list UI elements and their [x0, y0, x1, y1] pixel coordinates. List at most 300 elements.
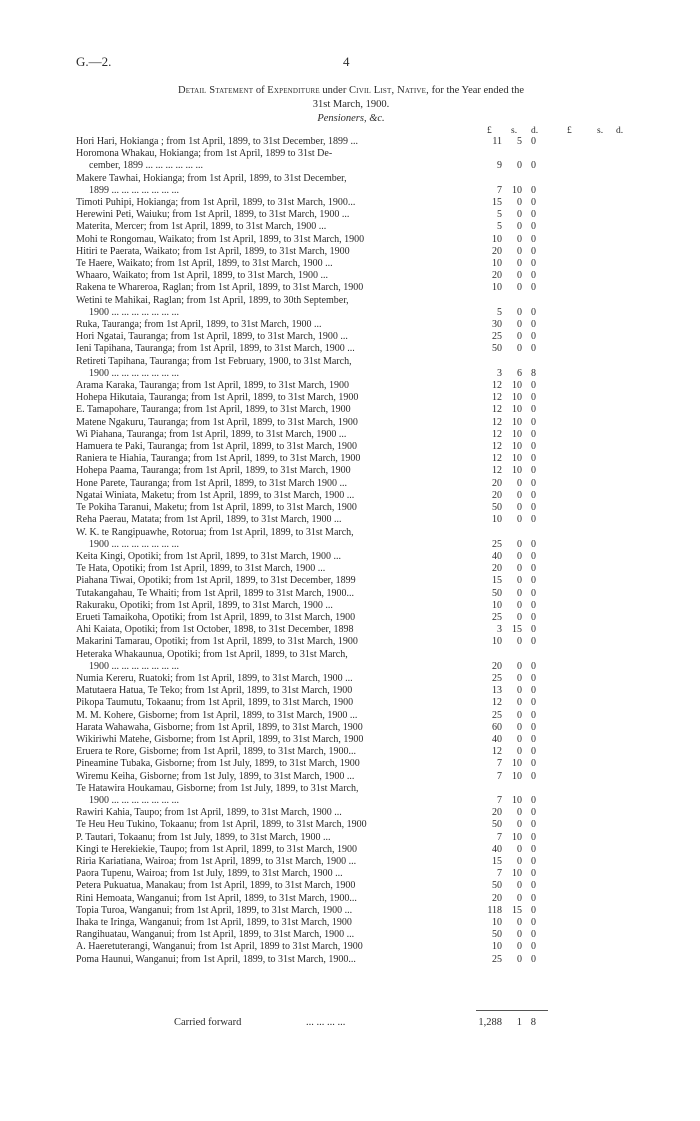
entry-text: Makarini Tamarau, Opotiki; from 1st April, 1899, to 31st March, 1900	[76, 636, 358, 648]
entry-text: Horomona Whakau, Hokianga; from 1st April, 1899 to 31st De-	[76, 148, 333, 160]
entry-text: Whaaro, Waikato; from 1st April, 1899, to 31st March, 1900 ...	[76, 270, 329, 282]
document-reference: G.—2.	[76, 54, 112, 69]
pensioner-entry	[76, 807, 546, 819]
entry-description	[76, 856, 472, 868]
amount-pounds: 7	[497, 868, 502, 880]
column-header-pounds: £	[487, 126, 492, 136]
amount-pounds: 25	[492, 709, 502, 721]
pensioner-entry	[76, 880, 546, 892]
pensioner-entry	[76, 954, 546, 966]
entry-text: Ngatai Winiata, Maketu; from 1st April, 1899, to 31st March, 1900 ...	[76, 489, 355, 501]
entry-text: Timoti Puhipi, Hokianga; from 1st April, 1899, to 31st March, 1900...	[76, 197, 356, 209]
column-header-shillings: s.	[511, 126, 518, 136]
entry-amount	[472, 429, 546, 441]
amount-pounds: 5	[497, 306, 502, 318]
entry-amount	[472, 819, 546, 831]
entry-description	[76, 954, 472, 966]
amount-pence: 0	[531, 672, 536, 684]
entry-text: Mohi te Rongomau, Waikato; from 1st April, 1899, to 31st March, 1900	[76, 233, 365, 245]
entry-description	[76, 258, 472, 270]
amount-pounds: 20	[492, 270, 502, 282]
entry-amount	[472, 417, 546, 429]
amount-shillings: 0	[517, 709, 522, 721]
entry-amount	[472, 404, 546, 416]
amount-shillings: 10	[512, 380, 522, 392]
entry-text: Te Heu Heu Tukino, Tokaanu; from 1st April, 1899, to 31st March, 1900	[76, 819, 367, 831]
entry-description	[76, 819, 472, 831]
entry-description	[76, 319, 472, 331]
entry-description	[76, 844, 472, 856]
entry-text: Ieni Tapihana, Tauranga; from 1st April, 1899, to 31st March, 1900 ...	[76, 343, 355, 355]
pensioner-entry	[76, 148, 546, 172]
pensioner-entry	[76, 246, 546, 258]
pensioner-entry	[76, 673, 546, 685]
pensioner-entry	[76, 563, 546, 575]
pensioner-entry	[76, 282, 546, 294]
entry-amount	[472, 234, 546, 246]
amount-shillings: 0	[517, 855, 522, 867]
amount-shillings: 0	[517, 672, 522, 684]
entry-text: Rangihuatau, Wanganui; from 1st April, 1899, to 31st March, 1900 ...	[76, 929, 355, 941]
entry-text: Wiremu Keiha, Gisborne; from 1st July, 1899, to 31st March, 1900 ...	[76, 770, 355, 782]
amount-pounds: 25	[492, 611, 502, 623]
amount-pence: 0	[531, 209, 536, 221]
entry-text: Hohepa Hikutaia, Tauranga; from 1st April, 1899, to 31st March, 1900	[76, 392, 359, 404]
amount-shillings: 10	[512, 770, 522, 782]
entry-text: Rawiri Kahia, Taupo; from 1st April, 1899, to 31st March, 1900 ...	[76, 807, 342, 819]
pensioner-entry	[76, 331, 546, 343]
amount-pounds: 20	[492, 489, 502, 501]
amount-shillings: 0	[517, 733, 522, 745]
amount-pounds: 12	[492, 697, 502, 709]
amount-shillings: 5	[517, 136, 522, 147]
entry-amount	[472, 844, 546, 856]
amount-pounds: 40	[492, 550, 502, 562]
pensioner-entry	[76, 929, 546, 941]
amount-shillings: 0	[517, 550, 522, 562]
amount-shillings: 0	[517, 489, 522, 501]
entry-amount	[472, 673, 546, 685]
amount-shillings: 0	[517, 929, 522, 941]
amount-pence: 0	[531, 319, 536, 331]
entry-text: Te Haere, Waikato; from 1st April, 1899, to 31st March, 1900 ...	[76, 258, 333, 270]
pensioner-entry	[76, 343, 546, 355]
amount-pounds: 12	[492, 392, 502, 404]
carried-forward-leader: ... ... ... ...	[306, 1017, 346, 1028]
amount-shillings: 15	[512, 904, 522, 916]
entry-amount	[472, 880, 546, 892]
entry-description	[76, 697, 472, 709]
entry-amount	[472, 185, 546, 197]
amount-pounds: 12	[492, 428, 502, 440]
entry-amount	[472, 441, 546, 453]
amount-shillings: 0	[517, 197, 522, 209]
column-header-pence-total: d.	[616, 126, 624, 136]
amount-pence: 0	[531, 599, 536, 611]
pensioner-entry	[76, 612, 546, 624]
entry-description	[76, 392, 472, 404]
amount-pence: 0	[531, 258, 536, 270]
amount-pence: 0	[531, 636, 536, 648]
entry-continuation: 1900 ... ... ... ... ... ... ...	[89, 660, 179, 672]
amount-pence: 0	[531, 611, 536, 623]
entry-description	[76, 734, 472, 746]
pensioner-entry	[76, 356, 546, 380]
amount-pounds: 20	[492, 563, 502, 575]
entry-text: Hamuera te Paki, Tauranga; from 1st April, 1899, to 31st March, 1900	[76, 441, 358, 453]
amount-shillings: 0	[517, 843, 522, 855]
carried-forward-label: Carried forward	[174, 1017, 242, 1028]
entry-amount	[472, 771, 546, 783]
amount-shillings: 0	[517, 953, 522, 965]
amount-shillings: 0	[517, 514, 522, 526]
amount-pounds: 5	[497, 209, 502, 221]
entry-description	[76, 404, 472, 416]
amount-pence: 0	[531, 221, 536, 233]
entry-amount	[472, 453, 546, 465]
entry-amount	[472, 368, 546, 380]
pensioner-entry	[76, 722, 546, 734]
carried-forward-shillings: 1	[516, 1017, 522, 1028]
entry-description	[76, 575, 472, 587]
amount-pounds: 12	[492, 441, 502, 453]
amount-pounds: 12	[492, 404, 502, 416]
amount-shillings: 0	[517, 282, 522, 294]
entry-description	[76, 917, 472, 929]
amount-pence: 0	[531, 392, 536, 404]
entry-amount	[472, 929, 546, 941]
pensioner-entry	[76, 490, 546, 502]
entry-description	[76, 234, 472, 246]
amount-pounds: 10	[492, 258, 502, 270]
amount-pence: 0	[531, 184, 536, 196]
amount-shillings: 10	[512, 392, 522, 404]
amount-pence: 0	[531, 514, 536, 526]
amount-pounds: 20	[492, 807, 502, 819]
pensioner-entry	[76, 624, 546, 636]
amount-pounds: 9	[497, 160, 502, 172]
amount-shillings: 0	[517, 892, 522, 904]
amount-pounds: 20	[492, 892, 502, 904]
entry-amount	[472, 270, 546, 282]
pensioner-entry	[76, 527, 546, 551]
amount-pounds: 7	[497, 770, 502, 782]
entry-description	[76, 221, 472, 233]
entry-amount	[472, 478, 546, 490]
amount-pence: 0	[531, 282, 536, 294]
entry-amount	[472, 868, 546, 880]
pensioner-entry	[76, 893, 546, 905]
entry-text: Herewini Peti, Waiuku; from 1st April, 1899, to 31st March, 1900 ...	[76, 209, 350, 221]
amount-shillings: 0	[517, 563, 522, 575]
pensioner-entry	[76, 575, 546, 587]
entry-text: Retireti Tapihana, Tauranga; from 1st February, 1900, to 31st March,	[76, 355, 352, 367]
entry-amount	[472, 307, 546, 319]
entry-amount	[472, 588, 546, 600]
amount-pence: 0	[531, 941, 536, 953]
entry-description	[76, 685, 472, 697]
amount-pounds: 40	[492, 843, 502, 855]
entry-text: E. Tamapohare, Tauranga; from 1st April, 1899, to 31st March, 1900	[76, 404, 351, 416]
entry-text: Wi Piahana, Tauranga; from 1st April, 1899, to 31st March, 1900 ...	[76, 428, 347, 440]
entry-amount	[472, 612, 546, 624]
entry-text: Reha Paerau, Matata; from 1st April, 1899, to 31st March, 1900 ...	[76, 514, 342, 526]
amount-pence: 0	[531, 197, 536, 209]
entry-description	[76, 758, 472, 770]
amount-shillings: 0	[517, 611, 522, 623]
amount-shillings: 10	[512, 465, 522, 477]
entry-text: Heteraka Whakaunua, Opotiki; from 1st April, 1899, to 31st March,	[76, 648, 348, 660]
pensioner-entry	[76, 734, 546, 746]
amount-pence: 0	[531, 270, 536, 282]
pensioner-entry	[76, 905, 546, 917]
pensioner-entry	[76, 197, 546, 209]
amount-pence: 0	[531, 831, 536, 843]
carried-forward-pence: 8	[530, 1017, 536, 1028]
entry-description	[76, 478, 472, 490]
entry-description	[76, 649, 472, 673]
amount-pounds: 15	[492, 197, 502, 209]
amount-pounds: 7	[497, 184, 502, 196]
amount-pence: 0	[531, 624, 536, 636]
amount-pounds: 12	[492, 380, 502, 392]
entry-text: Hori Hari, Hokianga ; from 1st April, 1899, to 31st December, 1899 ...	[76, 136, 359, 147]
entry-description	[76, 722, 472, 734]
amount-pence: 0	[531, 380, 536, 392]
pensioner-entry	[76, 465, 546, 477]
pensioner-entry	[76, 551, 546, 563]
amount-pounds: 5	[497, 221, 502, 233]
entry-continuation: 1900 ... ... ... ... ... ... ...	[89, 306, 179, 318]
entry-description	[76, 588, 472, 600]
entry-amount	[472, 636, 546, 648]
entry-description	[76, 343, 472, 355]
amount-pounds: 118	[487, 904, 502, 916]
entry-description	[76, 941, 472, 953]
amount-pence: 0	[531, 160, 536, 172]
entry-description	[76, 868, 472, 880]
pensioner-entry	[76, 404, 546, 416]
amount-pounds: 10	[492, 636, 502, 648]
entry-amount	[472, 746, 546, 758]
pensioner-entry	[76, 514, 546, 526]
entry-text: Materita, Mercer; from 1st April, 1899, to 31st March, 1900 ...	[76, 221, 327, 233]
entry-amount	[472, 710, 546, 722]
entry-description	[76, 612, 472, 624]
entry-description	[76, 710, 472, 722]
amount-shillings: 0	[517, 880, 522, 892]
entry-text: Topia Turoa, Wanganui; from 1st April, 1899, to 31st March, 1900 ...	[76, 904, 353, 916]
pensioner-entry	[76, 758, 546, 770]
entry-text: Harata Wahawaha, Gisborne; from 1st April, 1899, to 31st March, 1900	[76, 721, 363, 733]
entry-text: Riria Kariatiana, Wairoa; from 1st April, 1899, to 31st March, 1900 ...	[76, 855, 357, 867]
amount-pence: 0	[531, 868, 536, 880]
pensioner-entry	[76, 221, 546, 233]
amount-shillings: 0	[517, 245, 522, 257]
entry-amount	[472, 722, 546, 734]
amount-shillings: 0	[517, 270, 522, 282]
amount-pence: 0	[531, 502, 536, 514]
entry-text: M. M. Kohere, Gisborne; from 1st April, 1899, to 31st March, 1900 ...	[76, 709, 358, 721]
amount-pounds: 20	[492, 245, 502, 257]
entry-amount	[472, 685, 546, 697]
entry-amount	[472, 539, 546, 551]
entry-amount	[472, 807, 546, 819]
entry-amount	[472, 734, 546, 746]
entry-description	[76, 453, 472, 465]
entry-text: Pikopa Taumutu, Tokaanu; from 1st April, 1899, to 31st March, 1900	[76, 697, 354, 709]
amount-shillings: 0	[517, 685, 522, 697]
entry-amount	[472, 221, 546, 233]
amount-pounds: 30	[492, 319, 502, 331]
amount-pence: 0	[531, 331, 536, 343]
amount-pence: 0	[531, 770, 536, 782]
pensioner-entry	[76, 588, 546, 600]
pensioner-entry	[76, 295, 546, 319]
amount-shillings: 10	[512, 758, 522, 770]
pensioner-entry	[76, 636, 546, 648]
amount-pence: 0	[531, 892, 536, 904]
entry-description	[76, 624, 472, 636]
amount-pounds: 13	[492, 685, 502, 697]
amount-pounds: 10	[492, 917, 502, 928]
entry-continuation: cember, 1899 ... ... ... ... ... ...	[89, 160, 204, 172]
entry-amount	[472, 502, 546, 514]
entry-text: Hori Ngatai, Tauranga; from 1st April, 1899, to 31st March, 1900 ...	[76, 331, 348, 343]
entry-description	[76, 331, 472, 343]
entry-description	[76, 417, 472, 429]
entry-description	[76, 246, 472, 258]
entry-text: Rini Hemoata, Wanganui; from 1st April, 1899, to 31st March, 1900...	[76, 892, 357, 904]
entry-description	[76, 880, 472, 892]
entry-description	[76, 295, 472, 319]
entry-text: Keita Kingi, Opotiki; from 1st April, 1899, to 31st March, 1900 ...	[76, 550, 341, 562]
amount-pence: 0	[531, 465, 536, 477]
pensioner-entry	[76, 258, 546, 270]
entry-continuation: 1900 ... ... ... ... ... ... ...	[89, 794, 179, 806]
amount-pence: 0	[531, 807, 536, 819]
entry-text: Ihaka te Iringa, Wanganui; from 1st April, 1899, to 31st March, 1900	[76, 917, 352, 928]
amount-shillings: 0	[517, 319, 522, 331]
amount-pence: 0	[531, 441, 536, 453]
entry-amount	[472, 258, 546, 270]
entry-amount	[472, 575, 546, 587]
amount-pounds: 25	[492, 538, 502, 550]
amount-shillings: 0	[517, 636, 522, 648]
amount-shillings: 0	[517, 941, 522, 953]
entry-amount	[472, 331, 546, 343]
entry-description	[76, 380, 472, 392]
amount-pounds: 50	[492, 880, 502, 892]
pensioner-entry	[76, 832, 546, 844]
pensioner-entry	[76, 441, 546, 453]
pensioner-entry	[76, 380, 546, 392]
entry-text: Wetini te Mahikai, Raglan; from 1st April, 1899, to 30th September,	[76, 294, 349, 306]
amount-pounds: 50	[492, 587, 502, 599]
amount-pence: 0	[531, 453, 536, 465]
amount-pounds: 40	[492, 733, 502, 745]
entry-description	[76, 209, 472, 221]
entry-amount	[472, 697, 546, 709]
entry-amount	[472, 197, 546, 209]
amount-shillings: 0	[517, 258, 522, 270]
entry-text: A. Haeretuterangi, Wanganui; from 1st April, 1899 to 31st March, 1900	[76, 941, 363, 953]
pensioner-entry	[76, 270, 546, 282]
amount-pounds: 50	[492, 929, 502, 941]
pensioner-entry	[76, 649, 546, 673]
amount-pence: 0	[531, 306, 536, 318]
entry-text: W. K. te Rangipuawhe, Rotorua; from 1st April, 1899, to 31st March,	[76, 526, 354, 538]
amount-pence: 0	[531, 489, 536, 501]
entry-description	[76, 527, 472, 551]
entry-amount	[472, 954, 546, 966]
amount-shillings: 0	[517, 160, 522, 172]
amount-shillings: 10	[512, 441, 522, 453]
entry-description	[76, 173, 472, 197]
entry-description	[76, 490, 472, 502]
entry-amount	[472, 490, 546, 502]
entry-amount	[472, 893, 546, 905]
amount-pence: 0	[531, 416, 536, 428]
entry-text: Pineamine Tubaka, Gisborne; from 1st July, 1899, to 31st March, 1900	[76, 758, 360, 770]
amount-shillings: 0	[517, 819, 522, 831]
entry-description	[76, 356, 472, 380]
entry-description	[76, 514, 472, 526]
amount-shillings: 10	[512, 794, 522, 806]
amount-pounds: 15	[492, 855, 502, 867]
entry-amount	[472, 905, 546, 917]
amount-pounds: 10	[492, 599, 502, 611]
entry-amount	[472, 758, 546, 770]
entry-description	[76, 673, 472, 685]
amount-pounds: 10	[492, 941, 502, 953]
entry-text: Hitiri te Paerata, Waikato; from 1st April, 1899, to 31st March, 1900	[76, 245, 350, 257]
pensioner-entry	[76, 941, 546, 953]
statement-title: Detail Statement of Expenditure under Civil List, Native, for the Year ended the 31st March, 1900.	[177, 85, 525, 110]
amount-shillings: 0	[517, 575, 522, 587]
amount-pence: 0	[531, 904, 536, 916]
entry-text: Erueti Tamaikoha, Opotiki; from 1st April, 1899, to 31st March, 1900	[76, 611, 356, 623]
entry-description	[76, 636, 472, 648]
entry-amount	[472, 551, 546, 563]
amount-pounds: 7	[497, 794, 502, 806]
amount-shillings: 15	[512, 624, 522, 636]
pensioner-entry	[76, 771, 546, 783]
entry-description	[76, 832, 472, 844]
amount-pence: 0	[531, 819, 536, 831]
pensioner-entry	[76, 844, 546, 856]
entry-text: Numia Kereru, Ruatoki; from 1st April, 1899, to 31st March, 1900 ...	[76, 672, 353, 684]
column-header-shillings-total: s.	[597, 126, 604, 136]
amount-pence: 0	[531, 929, 536, 941]
entry-amount	[472, 343, 546, 355]
amount-shillings: 0	[517, 697, 522, 709]
entry-continuation: 1900 ... ... ... ... ... ... ...	[89, 538, 179, 550]
amount-pounds: 50	[492, 819, 502, 831]
entry-text: Te Hata, Opotiki; from 1st April, 1899, to 31st March, 1900 ...	[76, 563, 326, 575]
amount-pence: 0	[531, 660, 536, 672]
entry-description	[76, 905, 472, 917]
entry-amount	[472, 832, 546, 844]
amount-pounds: 15	[492, 575, 502, 587]
entry-description	[76, 551, 472, 563]
amount-shillings: 10	[512, 428, 522, 440]
entry-text: Arama Karaka, Tauranga; from 1st April, 1899, to 31st March, 1900	[76, 380, 349, 392]
pensioner-entry	[76, 868, 546, 880]
pensioner-entry	[76, 429, 546, 441]
amount-pence: 0	[531, 697, 536, 709]
entry-description	[76, 465, 472, 477]
